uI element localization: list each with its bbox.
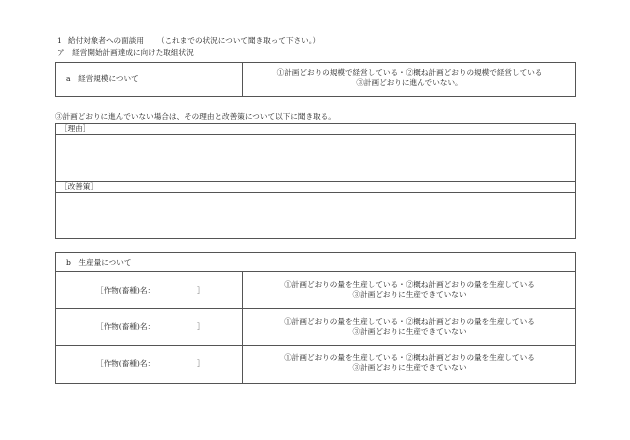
production-row-divider xyxy=(55,308,576,309)
crop-name-close: ］ xyxy=(197,286,205,295)
crop-name-label: ［作物(畜種)名： xyxy=(96,359,156,368)
crop-name-label: ［作物(畜種)名： xyxy=(96,286,156,295)
improvement-header-line xyxy=(55,192,576,193)
production-label: b 生産量について xyxy=(66,258,132,267)
scale-label: a 経営規模について xyxy=(66,74,139,83)
production-option-line2: ③計画どおりに生産できていない xyxy=(352,363,467,372)
crop-name-label: ［作物(畜種)名： xyxy=(96,322,156,331)
scale-option-line2: ③計画どおりに進んでいない。 xyxy=(356,78,463,87)
section-title: 給付対象者への面談用 xyxy=(68,36,144,45)
production-option-line1: ①計画どおりの量を生産している・②概ね計画どおりの量を生産している xyxy=(284,353,535,362)
crop-name-close: ］ xyxy=(197,359,205,368)
production-row-divider xyxy=(55,345,576,346)
crop-name-close: ］ xyxy=(197,322,205,331)
production-option-line1: ①計画どおりの量を生産している・②概ね計画どおりの量を生産している xyxy=(284,280,535,289)
production-option-line1: ①計画どおりの量を生産している・②概ね計画どおりの量を生産している xyxy=(284,317,535,326)
reason-improvement-divider xyxy=(55,181,576,182)
improvement-label: ［改善策］ xyxy=(60,182,98,191)
scale-option-line1: ①計画どおりの規模で経営している・②概ね計画どおりの規模で経営している xyxy=(276,68,543,77)
section-number: 1 xyxy=(57,36,62,45)
production-option-line2: ③計画どおりに生産できていない xyxy=(352,327,467,336)
section-note: （これまでの状況について聞き取って下さい。） xyxy=(157,36,321,45)
production-option-line2: ③計画どおりに生産できていない xyxy=(352,290,467,299)
followup-instruction: ③計画どおりに進んでいない場合は、その理由と改善策について以下に聞き取る。 xyxy=(55,112,336,121)
reason-label: ［理由］ xyxy=(60,124,91,133)
subheading: ア 経営開始計画達成に向けた取組状況 xyxy=(57,48,194,57)
production-header-line xyxy=(55,271,576,272)
reason-header-line xyxy=(55,134,576,135)
